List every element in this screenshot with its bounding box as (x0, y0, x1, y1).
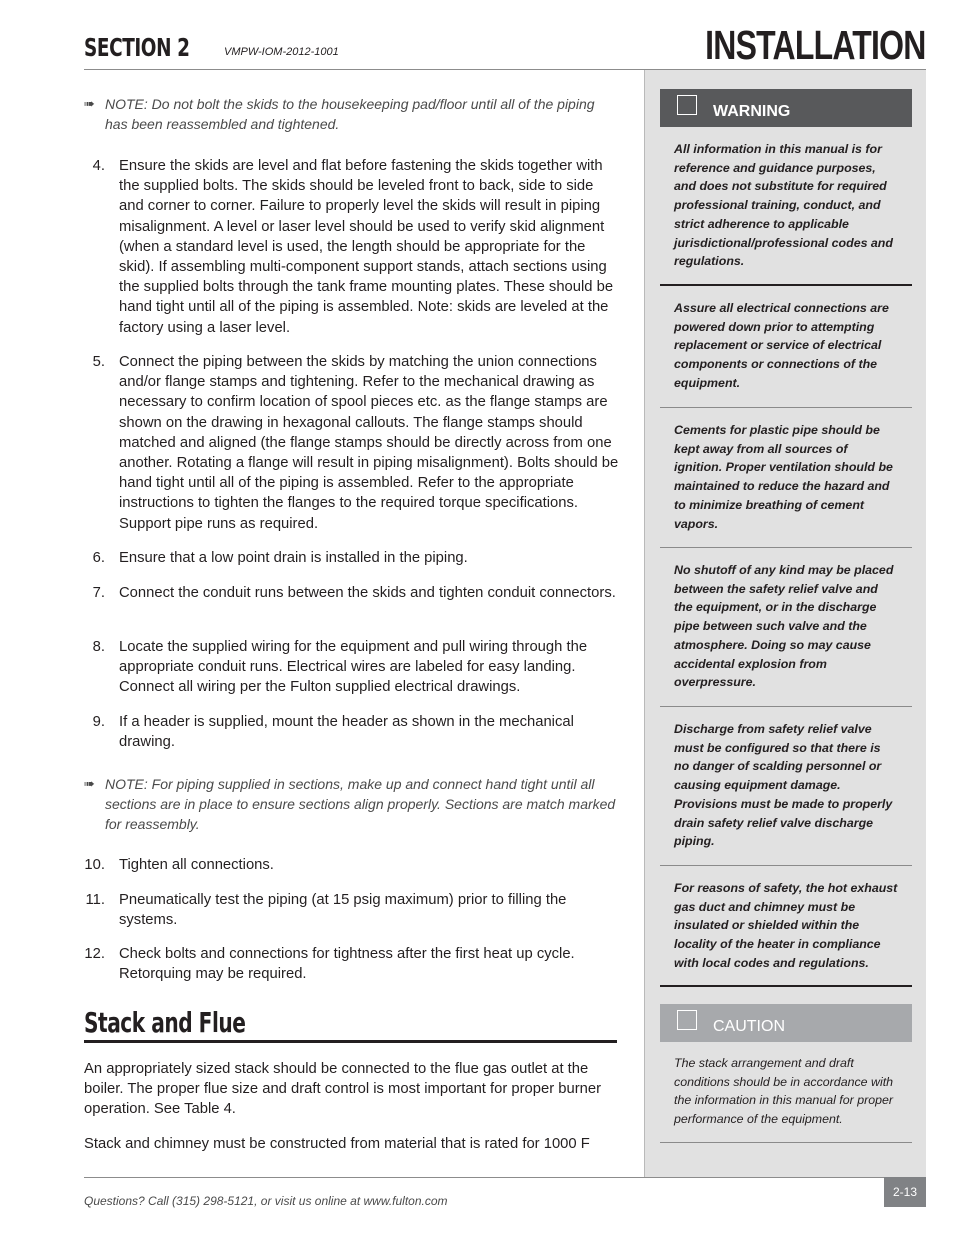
list-item (84, 637, 620, 698)
list-item (84, 890, 620, 930)
warning-label: WARNING (713, 103, 791, 120)
list-item (84, 352, 620, 534)
caution-note: The stack arrangement and draft conditions should be in accordance with the information in this manual for proper performance of the equipment. (674, 1056, 894, 1127)
footer-divider (84, 1177, 884, 1178)
step-number: 5. (92, 354, 105, 370)
note-divider (660, 407, 912, 408)
step-number: 10. (84, 857, 105, 873)
section-label: SECTION 2 (84, 33, 190, 62)
step-text: Pneumatically test the piping (at 15 psig maximum) prior to filling the systems. (119, 892, 567, 929)
list-item (84, 583, 620, 603)
step-number: 12. (84, 946, 105, 962)
paragraph: An appropriately sized stack should be connected to the flue gas outlet at the boiler. The proper flue size and draft control is most important for proper burner operation. See Table 4. (84, 1061, 602, 1118)
note-divider (660, 547, 912, 548)
document-number: VMPW-IOM-2012-1001 (224, 46, 339, 58)
warning-note: Assure all electrical connections are powered down prior to attempting replacement or service of electrical components or connections of the equipment. (674, 301, 889, 390)
step-number: 9. (92, 714, 105, 730)
step-text: Ensure the skids are level and flat before fastening the skids together with the supplied bolts. The skids should be leveled front to back, side to side and corner to corner. Failure to properly level the skids will result in piping misalignment. A level or laser level should be used to verify skid alignment (when a standard level is used, the length should be appropriate for the skid). If assembling multi-component support stands, attach sections using the supplied bolts through the tank frame mounting plates. These should be hand tight until all of the piping is assembled. Note: skids are leveled at the factory using a laser level. (119, 158, 614, 336)
warning-note: All information in this manual is for reference and guidance purposes, and does not substitute for required professional training, conduct, and strict adherence to applicable jurisdictional/professional codes and regulations. (674, 142, 893, 269)
section-heading: Stack and Flue (84, 1006, 246, 1039)
caution-label: CAUTION (713, 1018, 785, 1035)
step-text: If a header is supplied, mount the header as shown in the mechanical drawing. (119, 714, 574, 751)
step-text: Tighten all connections. (119, 857, 274, 873)
step-number: 4. (92, 158, 105, 174)
step-text: Check bolts and connections for tightness after the first heat up cycle. Retorquing may be required. (119, 946, 575, 983)
step-number: 11. (85, 892, 105, 908)
step-text: Connect the conduit runs between the skids and tighten conduit connectors. (119, 585, 616, 601)
list-item (84, 855, 620, 875)
warning-note: No shutoff of any kind may be placed between the safety relief valve and the equipment, or in the discharge pipe between such valve and the atmosphere. Doing so may cause accidental explosion from overpressure. (674, 563, 894, 690)
list-item (84, 156, 620, 338)
step-number: 7. (92, 585, 105, 601)
heading-underline (84, 1040, 617, 1043)
step-number: 6. (92, 550, 105, 566)
list-item (84, 548, 620, 568)
arrow-right-icon: ➠ (84, 776, 95, 791)
warning-note: Discharge from safety relief valve must be configured so that there is no danger of scalding personnel or causing equipment damage. Provisions must be made to properly drain safety relief valve discharge piping. (674, 722, 893, 849)
note-text: NOTE: For piping supplied in sections, make up and connect hand tight until all sections are in place to ensure sections align properly. Sections are match marked for reassembly. (105, 776, 616, 833)
page-header (0, 0, 954, 70)
note-divider (660, 865, 912, 866)
warning-box-icon (677, 95, 697, 115)
page-number: 2-13 (884, 1177, 926, 1207)
caution-box-icon (677, 1010, 697, 1030)
note-piping-sections (84, 774, 620, 835)
page-title: INSTALLATION (705, 22, 926, 68)
note-divider (660, 985, 912, 987)
warning-header (660, 89, 912, 127)
warning-note: For reasons of safety, the hot exhaust gas duct and chimney must be insulated or shielded within the locality of the heater in compliance with local codes and regulations. (674, 881, 898, 970)
safety-sidebar (644, 70, 926, 1178)
step-text: Connect the piping between the skids by matching the union connections and/or flange stamps and tightening. Refer to the mechanical drawing as necessary to confirm location of spool pieces etc. as the flange stamps are shown on the drawing in hexagonal callouts. The flange stamps should matched and aligned (the flange stamps should be directly across from one another. Rotating a flange will result in piping misalignment). Bolts should be hand tight until all of the piping is assembled. Refer to the appropriate instructions to tighten the flanges to the required torque specifications. Support pipe runs as required. (119, 354, 619, 532)
note-text: NOTE: Do not bolt the skids to the housekeeping pad/floor until all of the piping has been reassembled and tightened. (105, 96, 595, 133)
step-text: Ensure that a low point drain is installed in the piping. (119, 550, 468, 566)
note-do-not-bolt (84, 94, 620, 134)
list-item (84, 944, 620, 984)
list-item (84, 712, 620, 752)
paragraph: Stack and chimney must be constructed from material that is rated for 1000 F (84, 1136, 590, 1152)
footer-contact: Questions? Call (315) 298-5121, or visit us online at www.fulton.com (84, 1194, 448, 1208)
caution-header (660, 1004, 912, 1042)
note-divider (660, 284, 912, 286)
warning-note: Cements for plastic pipe should be kept away from all sources of ignition. Proper ventilation should be maintained to reduce the hazard and to minimize breathing of cement vapors. (674, 423, 893, 531)
step-number: 8. (92, 639, 105, 655)
note-divider (660, 706, 912, 707)
step-text: Locate the supplied wiring for the equipment and pull wiring through the appropriate conduit runs. Electrical wires are labeled for easy landing. Connect all wiring per the Fulton supplied electrical drawings. (119, 639, 588, 696)
note-divider (660, 1142, 912, 1143)
arrow-right-icon: ➠ (84, 96, 95, 111)
